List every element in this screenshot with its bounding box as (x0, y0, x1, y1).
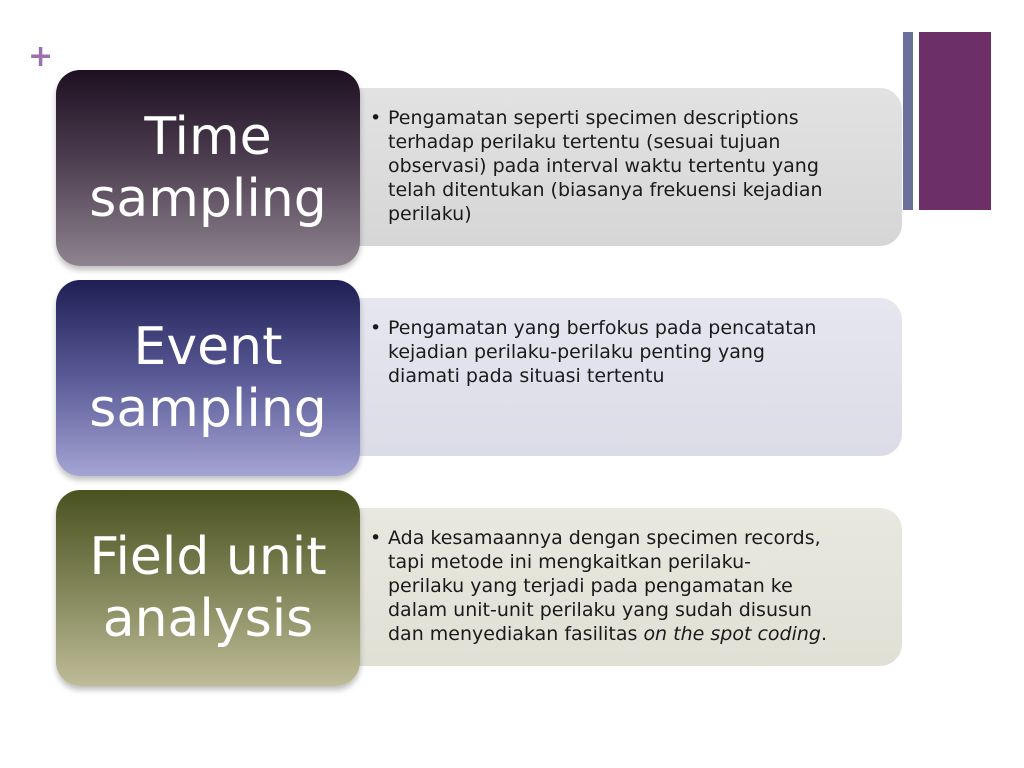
field-unit-analysis-description-end: . (820, 623, 827, 645)
event-sampling-title-box (56, 280, 360, 476)
event-sampling-title: Event sampling (89, 317, 327, 439)
field-unit-analysis-description-panel (286, 508, 902, 666)
field-unit-analysis-title-box (56, 490, 360, 686)
time-sampling-title-box (56, 70, 360, 266)
decorative-bar-thick (919, 32, 991, 210)
time-sampling-description: • Pengamatan seperti specimen descriptions terhadap perilaku tertentu (sesuai tujuan observasi) pada interval waktu tertentu yang telah ditentukan (biasanya frekuensi kejadian perilaku) (370, 106, 890, 226)
event-sampling-row (56, 280, 906, 476)
event-sampling-description-panel (286, 298, 902, 456)
field-unit-analysis-title: Field unit analysis (89, 527, 327, 649)
event-sampling-description: • Pengamatan yang berfokus pada pencatatan kejadian perilaku-perilaku penting yang diamati pada situasi tertentu (370, 316, 890, 388)
field-unit-analysis-description-main: Ada kesamaannya dengan specimen records, tapi metode ini mengkaitkan perilaku- perilaku yang terjadi pada pengamatan ke dalam unit-unit perilaku yang sudah disusun dan menyediakan fasilitas (388, 527, 821, 645)
field-unit-analysis-row (56, 490, 906, 686)
plus-icon: + (28, 39, 54, 74)
field-unit-analysis-description (370, 526, 890, 646)
time-sampling-description-panel (286, 88, 902, 246)
on-the-spot-coding-text: on the spot coding (643, 623, 821, 645)
time-sampling-row (56, 70, 906, 266)
time-sampling-title: Time sampling (89, 107, 327, 229)
